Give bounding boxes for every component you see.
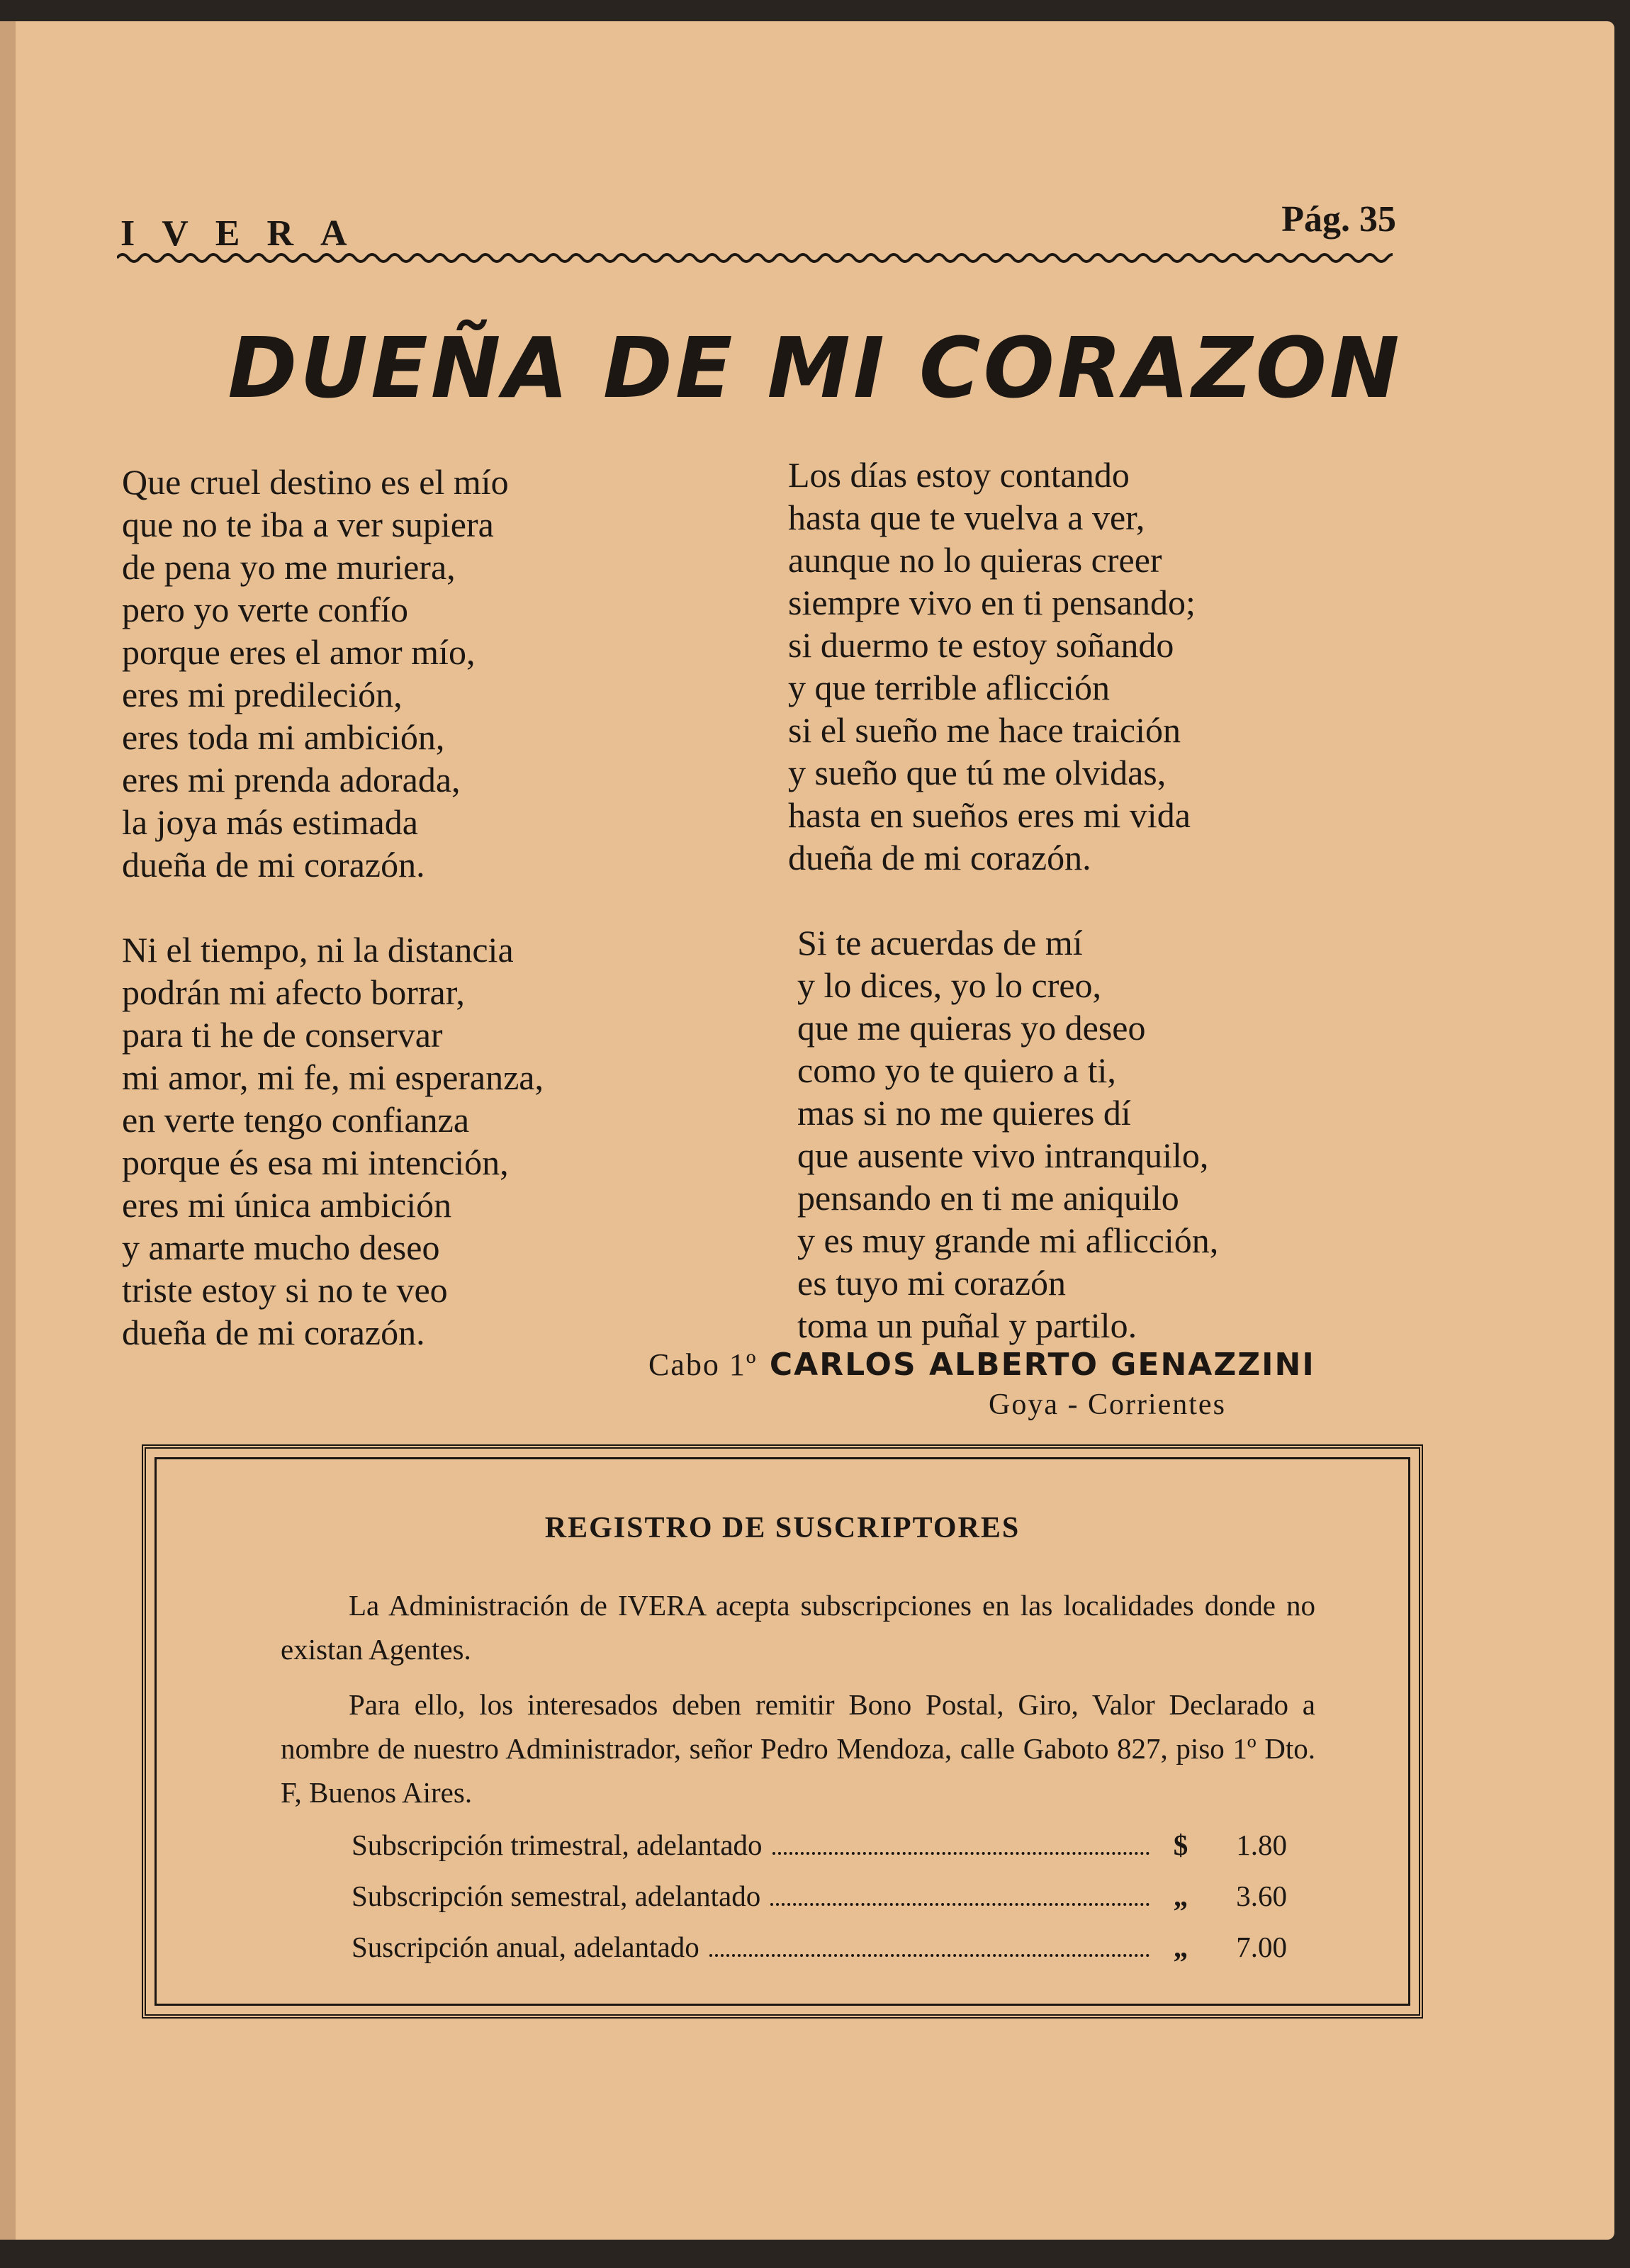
price-currency: $ <box>1173 1829 1188 1861</box>
stanza-3 <box>788 454 1196 879</box>
price-list <box>352 1828 1287 1981</box>
verse-line: eres mi prenda adorada, <box>122 760 461 799</box>
verse-line: dueña de mi corazón. <box>122 1313 425 1352</box>
price-row-annual <box>352 1930 1287 1981</box>
price-label: Subscripción trimestral, adelantado <box>352 1829 763 1861</box>
verse-line: eres mi única ambición <box>122 1185 452 1225</box>
verse-line: que no te iba a ver supiera <box>122 505 494 544</box>
verse-line: eres toda mi ambición, <box>122 717 445 757</box>
poem-author <box>648 1347 1315 1383</box>
verse-line: dueña de mi corazón. <box>122 845 425 885</box>
dot-leader <box>772 1852 1150 1855</box>
magazine-masthead: IVERA <box>120 213 374 254</box>
verse-line: en verte tengo confianza <box>122 1100 470 1140</box>
verse-line: hasta en sueños eres mi vida <box>788 795 1191 835</box>
price-value: 1.80 <box>1236 1829 1287 1861</box>
author-location: Goya - Corrientes <box>989 1388 1226 1421</box>
verse-line: Los días estoy contando <box>788 455 1130 495</box>
verse-line: Si te acuerdas de mí <box>797 923 1083 962</box>
verse-line: triste estoy si no te veo <box>122 1270 448 1310</box>
stanza-1 <box>122 461 509 886</box>
price-row-quarterly <box>352 1828 1287 1879</box>
verse-line: porque eres el amor mío, <box>122 632 476 672</box>
author-rank: Cabo 1º <box>648 1347 758 1382</box>
verse-line: siempre vivo en ti pensando; <box>788 583 1196 622</box>
verse-line: como yo te quiero a ti, <box>797 1050 1116 1090</box>
poem-title: DUEÑA DE MI CORAZON <box>227 319 1403 417</box>
verse-line: y amarte mucho deseo <box>122 1228 440 1267</box>
verse-line: la joya más estimada <box>122 802 418 842</box>
verse-line: porque és esa mi intención, <box>122 1143 509 1182</box>
verse-line: Que cruel destino es el mío <box>122 462 509 502</box>
verse-line: Ni el tiempo, ni la distancia <box>122 930 514 970</box>
verse-line: y es muy grande mi aflicción, <box>797 1220 1219 1260</box>
page-number: Pág. 35 <box>1281 199 1396 240</box>
price-currency: „ <box>1173 1931 1188 1963</box>
price-row-semiannual <box>352 1879 1287 1930</box>
subscription-box <box>142 1444 1423 2019</box>
price-value: 7.00 <box>1236 1931 1287 1963</box>
verse-line: mi amor, mi fe, mi esperanza, <box>122 1057 544 1097</box>
verse-line: toma un puñal y partilo. <box>797 1306 1137 1345</box>
verse-line: dueña de mi corazón. <box>788 838 1091 877</box>
verse-line: podrán mi afecto borrar, <box>122 972 465 1012</box>
verse-line: hasta que te vuelva a ver, <box>788 498 1145 537</box>
price-label: Subscripción semestral, adelantado <box>352 1880 761 1912</box>
verse-line: es tuyo mi corazón <box>797 1263 1067 1303</box>
verse-line: y sueño que tú me olvidas, <box>788 753 1167 792</box>
wavy-divider <box>117 249 1393 266</box>
verse-line: y lo dices, yo lo creo, <box>797 965 1102 1005</box>
subscription-paragraph-2: Para ello, los interesados deben remitir Bono Postal, Giro, Valor Declarado a nombre de nuestro Administrador, señor Pedro Mendoza, calle Gaboto 827, piso 1º Dto. F, Buenos Aires. <box>281 1688 1315 1809</box>
verse-line: pensando en ti me aniquilo <box>797 1178 1179 1218</box>
verse-line: si duermo te estoy soñando <box>788 625 1174 665</box>
stanza-4 <box>797 921 1218 1347</box>
dot-leader <box>709 1954 1150 1957</box>
verse-line: pero yo verte confío <box>122 590 409 629</box>
verse-line: eres mi predileción, <box>122 675 403 714</box>
subscription-paragraph-1: La Administración de IVERA acepta subscripciones en las localidades donde no existan Agentes. <box>281 1589 1315 1666</box>
dot-leader <box>770 1903 1150 1906</box>
verse-line: que me quieras yo deseo <box>797 1008 1146 1048</box>
verse-line: y que terrible aflicción <box>788 668 1110 707</box>
verse-line: de pena yo me muriera, <box>122 547 456 587</box>
price-currency: „ <box>1173 1880 1188 1912</box>
author-name: CARLOS ALBERTO GENAZZINI <box>769 1347 1315 1383</box>
stanza-2 <box>122 928 544 1354</box>
price-label: Suscripción anual, adelantado <box>352 1931 699 1963</box>
verse-line: mas si no me quieres dí <box>797 1093 1131 1133</box>
verse-line: aunque no lo quieras creer <box>788 540 1162 580</box>
verse-line: si el sueño me hace traición <box>788 710 1181 750</box>
price-value: 3.60 <box>1236 1880 1287 1912</box>
verse-line: para ti he de conservar <box>122 1015 443 1055</box>
subscription-title: REGISTRO DE SUSCRIPTORES <box>544 1512 1021 1544</box>
verse-line: que ausente vivo intranquilo, <box>797 1135 1209 1175</box>
